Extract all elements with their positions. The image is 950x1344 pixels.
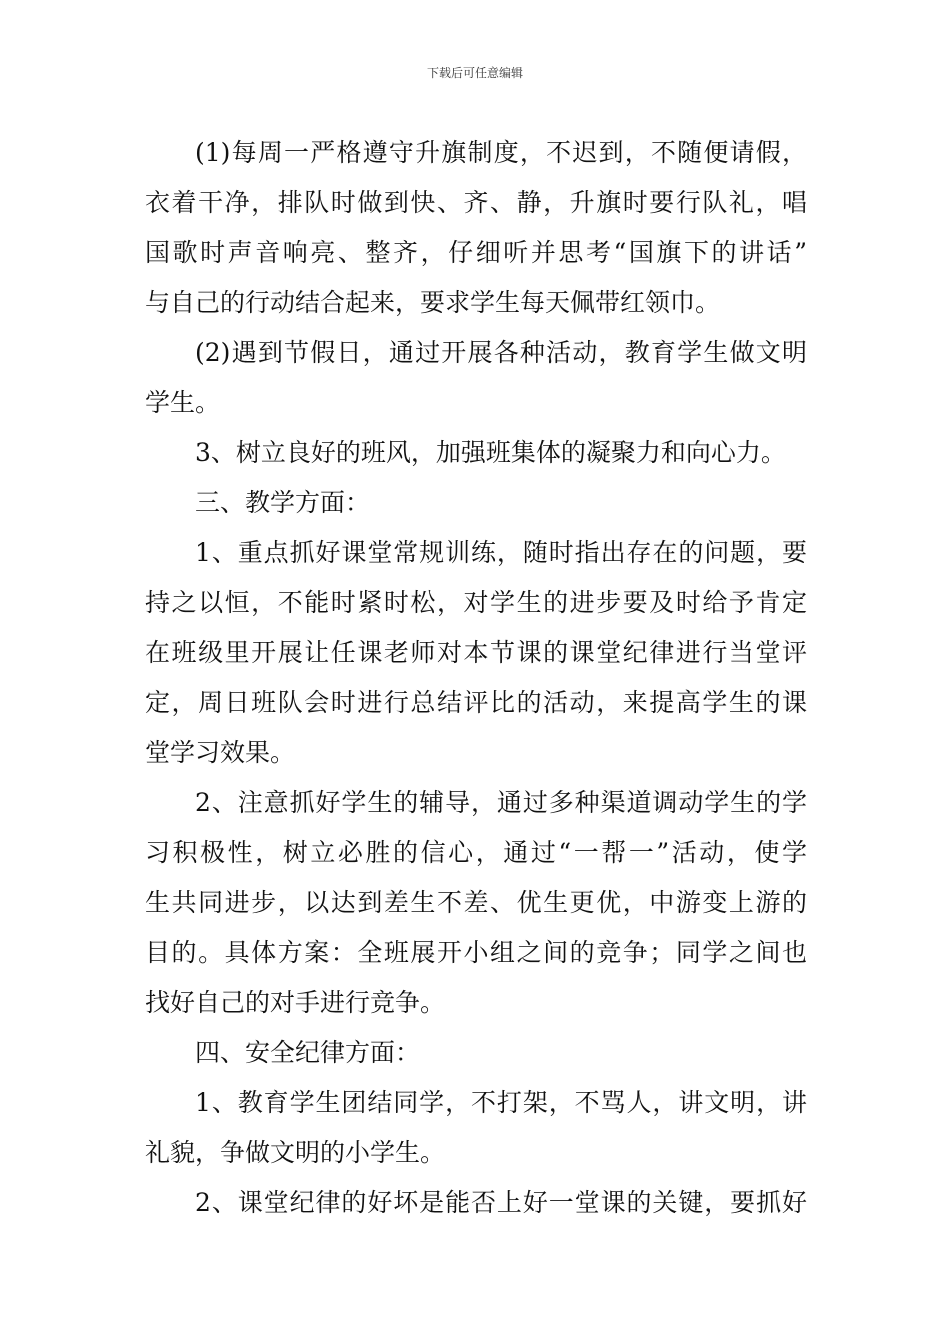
- text-line: 习积极性，树立必胜的信心，通过“一帮一”活动，使学: [145, 838, 807, 867]
- text-line: 在班级里开展让任课老师对本节课的课堂纪律进行当堂评: [145, 638, 807, 667]
- text-line: 1、教育学生团结同学，不打架，不骂人，讲文明，讲: [195, 1088, 807, 1117]
- document-body: [145, 128, 807, 1228]
- text-line: 生共同进步，以达到差生不差、优生更优，中游变上游的: [145, 888, 807, 917]
- text-line: (1)每周一严格遵守升旗制度，不迟到，不随便请假，: [195, 138, 807, 167]
- text-line: 目的。具体方案：全班展开小组之间的竞争；同学之间也: [145, 938, 807, 967]
- page-header: 下载后可任意编辑: [426, 66, 523, 80]
- text-line: 3、树立良好的班风，加强班集体的凝聚力和向心力。: [195, 438, 786, 467]
- section-heading: 三、教学方面：: [195, 488, 371, 517]
- text-line: 礼貌，争做文明的小学生。: [145, 1138, 446, 1167]
- text-line: 2、课堂纪律的好坏是能否上好一堂课的关键，要抓好: [195, 1188, 807, 1217]
- text-line: 1、重点抓好课堂常规训练，随时指出存在的问题，要: [195, 538, 807, 567]
- text-line: 衣着干净，排队时做到快、齐、静，升旗时要行队礼，唱: [145, 188, 807, 217]
- text-line: 持之以恒，不能时紧时松，对学生的进步要及时给予肯定: [145, 588, 807, 617]
- text-line: 国歌时声音响亮、整齐，仔细听并思考“国旗下的讲话”: [145, 238, 807, 267]
- text-line: 堂学习效果。: [145, 738, 296, 767]
- section-heading: 四、安全纪律方面：: [195, 1038, 421, 1067]
- text-line: 定，周日班队会时进行总结评比的活动，来提高学生的课: [145, 688, 807, 717]
- text-line: 找好自己的对手进行竞争。: [145, 988, 446, 1017]
- text-line: 学生。: [145, 388, 221, 417]
- text-line: (2)遇到节假日，通过开展各种活动，教育学生做文明: [195, 338, 807, 367]
- text-line: 2、注意抓好学生的辅导，通过多种渠道调动学生的学: [195, 788, 807, 817]
- text-line: 与自己的行动结合起来，要求学生每天佩带红领巾。: [145, 288, 721, 317]
